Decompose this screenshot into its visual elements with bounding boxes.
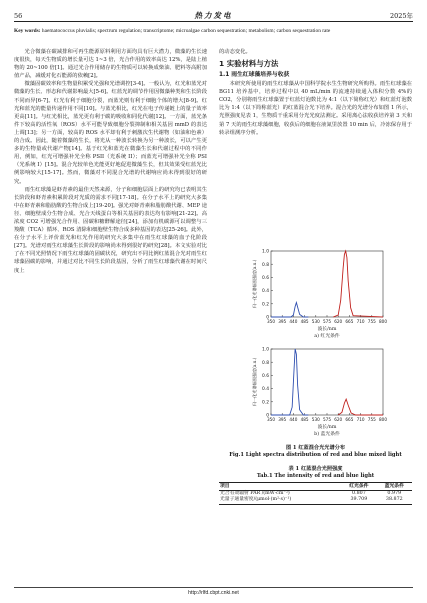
section-title: 1 实验材料与方法 (219, 59, 279, 69)
y-tick-label: 1.0 (262, 347, 269, 353)
intensity-table (219, 482, 412, 505)
footer-url: http://rlfd.cbpt.cnki.net (188, 590, 239, 596)
x-tick-label: 710 (356, 319, 365, 324)
paragraph: 本研究所使用的雨生红球藻从中国科学院水生生物研究所购得。雨生红球藻在 BG11 培养基中，培养过程中以 40 mL/min 的流速持续通入体积分数 4%的 CO2，分别将雨生红球藻置于红蓝灯泡数比为 4:1（以下简称红光）和红蓝灯泡数比为 1:4（以下简称蓝光）的红蓝混合光下培养。混合光的光谱分布如图 1 所示，光照强度见表 1，生物质干重采用分光光度法测定。采用离心法收获培养第 3 天和第 7 天的雨生红球藻细胞，收获后的细胞在液氮里放置 10 min 后，冷冻保存用于转录组测序分析。 (219, 81, 412, 136)
table-header: 红光条件 (349, 483, 369, 489)
y-tick-label: 0.2 (262, 400, 269, 406)
x-tick-label: 620 (334, 319, 343, 324)
x-tick-label: 395 (278, 319, 287, 324)
x-tick-label: 350 (267, 319, 275, 324)
y-tick-label: 0.8 (262, 360, 269, 366)
x-tick-label: 530 (311, 417, 320, 422)
y-tick-label: 1.0 (262, 249, 269, 255)
y-tick-label: 0 (266, 413, 269, 419)
table-header-row (219, 483, 412, 491)
x-axis-label: 波长/nm (317, 425, 337, 430)
figure-caption (219, 445, 412, 459)
spectrum-line-blue (271, 349, 308, 415)
page-header (14, 10, 413, 22)
figure-1b (219, 345, 412, 437)
y-axis-label: 归一化光谱辐照强度(a.u.) (252, 259, 257, 309)
table-caption-en: Tab.1 The intensity of red and blue light (256, 473, 375, 479)
figure-1a (219, 247, 412, 339)
paragraph: 光合微藻在碳减排和可再生能源原料利用方面均具有巨大潜力，微藻的生长速度很快，每天生物质的增长量可达 1~3 倍，光合作用的效率高达 12%，是陆上植物的 20~100 倍[1]。通过光合作用储存的生物质可以转换成柴油、肥料等高附加值产品，减缓对化石能源的依赖[2]。 (14, 49, 207, 80)
x-tick-label: 440 (289, 417, 298, 422)
table-caption (219, 466, 412, 480)
table-cell: 39.709 (350, 497, 368, 502)
table-cell: 0.807 (352, 490, 366, 496)
plot-frame (271, 349, 383, 415)
y-tick-label: 0.6 (262, 276, 269, 281)
figure-caption-en: Fig.1 Light spectra distribution of red and blue mixed light (229, 452, 402, 458)
x-tick-label: 755 (367, 319, 376, 324)
x-tick-label: 350 (267, 417, 275, 422)
figure-caption-zh: 图 1 红蓝混合光光谱分布 (285, 445, 346, 451)
table-cell: 38.872 (385, 497, 403, 502)
y-tick-label: 0.4 (262, 387, 269, 393)
x-tick-label: 710 (356, 417, 365, 422)
right-column (219, 48, 412, 137)
table-row (219, 490, 412, 497)
x-tick-label: 440 (289, 319, 298, 324)
y-tick-label: 0.2 (262, 302, 269, 308)
journal-year: 2025年 (389, 12, 413, 20)
paragraph: 微藻固碳效率和生物量积累受光强和光谱调控[3-4]。一般认为，红光和蓝光对微藻的生长、形态和代谢影响最大[5-6]。红蓝光的调节作用因微藻种类和生长阶段不同而异[6-7]。红光有利于细胞分裂，而蓝光则有利于细胞个体的增大[8-9]。红光和蓝光的能量传递作用不同[10]。与蓝光相比，红光在电子传递链上的量子效率更高[11]。与红光相比，蓝光更有利于碳的吸收和同化代谢[12]。一方面，蓝光条件下较高的活性氧（ROS）水平可能导致细胞分裂抑制和相关基因 mmD 的表达上调[13]；另一方面，较高的 ROS 水平却有利于刺激次生代谢物（如油和色素）的合成。因此，随着微藻的生长，将光从一种波长转换为另一种波长，可以产生更多的生物量或代谢产物[14]。基于红光和蓝光在微藻生长和代谢过程中的不同作用，例如，红光可增强补光全称 PSII（光系统 II）；而蓝光可增强补光全称 PSI（光系统 I）[15]。混合光较单色光能更好地促进微藻生长，但其效果受红蓝光比例影响较大[15-17]。然而，微藻对不同混合光谱的代谢响应尚未得到很好的研究。 (14, 81, 207, 185)
table-row (219, 497, 412, 504)
figure-subtitle: b) 蓝光条件 (314, 432, 340, 437)
table-cell: 0.979 (387, 490, 402, 496)
table-cell: 光合有效辐射 PAR /(mW·cm⁻²) (220, 490, 290, 496)
y-tick-label: 0 (266, 315, 269, 321)
page-footer (14, 587, 413, 597)
x-tick-label: 485 (300, 417, 309, 422)
table-header: 项目 (220, 483, 230, 489)
paragraph: 雨生红球藻是虾青素的最佳天然来源，分子和细胞层面上的研究均已表明其生长阶段和虾青素积累阶段对光质的需求不同[17-18]。在分子水平上的研究大多集中在虾青素和脂肪酸的生物合成上[19-20]。强光对虾青素和脂肪酸代谢、MEP 途径、细胞壁成分生物合成、光合天线蛋白等相关基因的表达均有影响[21-22]。高浓度 CO2 可增强光合作用、固碳和糖酵解途径[24]，添加有机碳源可以调整与三羧酸（TCA）循环、ROS 清除和细胞壁生物合成多种基因的表达[25-26]。此外，在分子水平上评价蓝光和红光作用的研究大多集中在雨生红球藻的血子化阶段[27]。光谱对雨生红球藻生长阶段的影响尚未得到很好的研究[28]。本文实验对比了在不同光照情况下雨生红球藻的固碳状况，研究出不同比例红蓝混合光对雨生红球藻固碳的影响，并通过对比不同生长阶段基因，分析了雨生红球藻代谢在时间尺度上 (14, 186, 207, 274)
plot-frame (271, 251, 383, 317)
figure-subtitle: a) 红光条件 (314, 334, 340, 339)
x-tick-label: 800 (379, 417, 387, 422)
table-header: 蓝光条件 (384, 483, 404, 489)
table-caption-zh: 表 1 红蓝混合光照强度 (288, 466, 343, 472)
journal-title: 热力发电 (194, 11, 233, 20)
y-axis-label: 归一化光谱辐照强度(a.u.) (252, 357, 257, 407)
spectrum-chart-blue (219, 345, 412, 437)
spectrum-line-red (338, 399, 383, 415)
y-tick-label: 0.4 (262, 289, 269, 295)
x-tick-label: 665 (345, 319, 354, 324)
x-tick-label: 530 (311, 319, 320, 324)
x-tick-label: 395 (278, 417, 287, 422)
keywords-text: haematococcus pluvialis; spectrum regulation; transcriptome; microalgae carbon sequestration; metabolism; carbon sequestration rate (41, 28, 331, 34)
spectrum-line-red (333, 251, 383, 317)
x-axis-label: 波长/nm (317, 327, 337, 332)
x-tick-label: 800 (379, 319, 387, 324)
x-tick-label: 665 (345, 417, 354, 422)
x-tick-label: 755 (367, 417, 376, 422)
x-tick-label: 485 (300, 319, 309, 324)
x-tick-label: 620 (334, 417, 343, 422)
y-tick-label: 0.6 (262, 374, 269, 379)
spectrum-line-blue (271, 302, 308, 317)
left-column (14, 48, 207, 275)
keywords-label: Key words: (14, 28, 41, 34)
x-tick-label: 575 (323, 417, 331, 422)
spectrum-chart-red (219, 247, 412, 339)
page-number: 56 (14, 12, 23, 20)
subsection-title: 1.1 雨生红球藻培养与收获 (219, 72, 290, 79)
table-cell: 光量子通量密度/(μmol·(m²·s)⁻¹) (220, 497, 292, 502)
x-tick-label: 575 (323, 319, 331, 324)
y-tick-label: 0.8 (262, 262, 269, 268)
keywords (14, 27, 413, 35)
paragraph: 的动态变化。 (219, 49, 251, 55)
